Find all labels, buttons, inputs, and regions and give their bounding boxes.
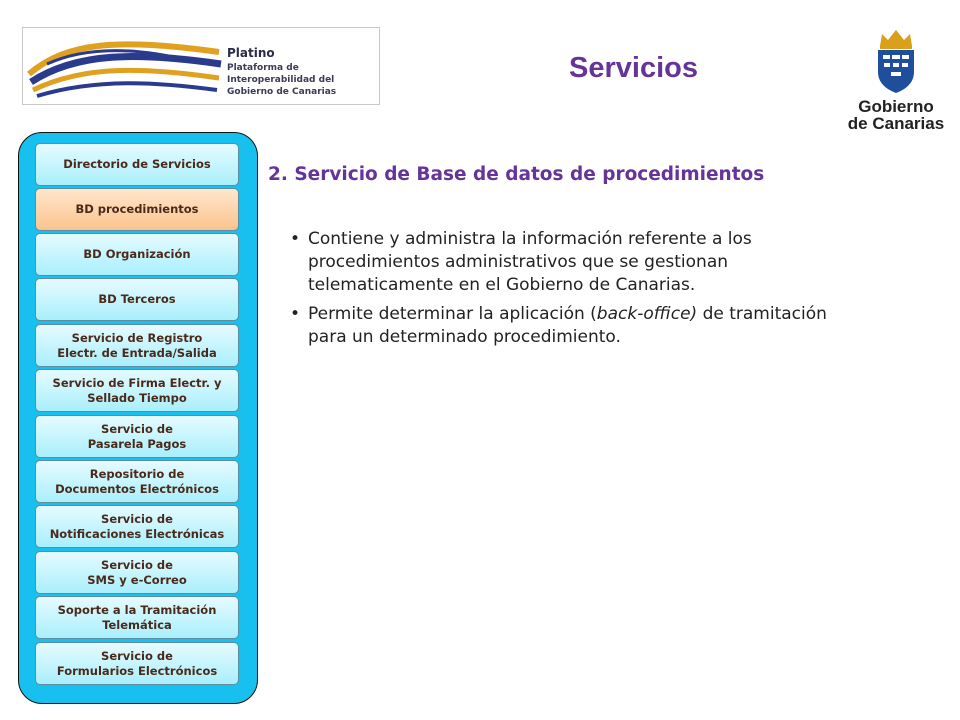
platino-name: Platino [227, 46, 275, 60]
sidebar-item-tramitacion[interactable]: Soporte a la Tramitación Telemática [35, 596, 239, 639]
gobierno-canarias-name [844, 98, 948, 132]
sidebar-item-bd-organizacion[interactable]: BD Organización [35, 233, 239, 276]
page-title: Servicios [569, 52, 698, 84]
platino-tagline-line2: Gobierno de Canarias [227, 87, 337, 97]
platino-logo [22, 27, 380, 105]
bullet-item [290, 228, 860, 297]
content-bullet-list [290, 228, 860, 355]
services-sidebar [18, 132, 258, 704]
platino-tagline-line1: Plataforma de Interoperabilidad del [227, 63, 335, 85]
sidebar-item-notificaciones[interactable]: Servicio de Notificaciones Electrónicas [35, 505, 239, 548]
bullet-text: Contiene y administra la información referente a los procedimientos administrativos que se gestionan telematicamente en el Gobierno de Canarias. [308, 229, 752, 295]
sidebar-item-sms-correo[interactable]: Servicio de SMS y e-Correo [35, 551, 239, 594]
sidebar-item-pasarela-pagos[interactable]: Servicio de Pasarela Pagos [35, 415, 239, 458]
sidebar-item-repositorio[interactable]: Repositorio de Documentos Electrónicos [35, 460, 239, 503]
sidebar-item-directorio[interactable]: Directorio de Servicios [35, 143, 239, 186]
sidebar-item-bd-procedimientos[interactable]: BD procedimientos [35, 188, 239, 231]
bullet-item [290, 303, 860, 349]
sidebar-item-formularios[interactable]: Servicio de Formularios Electrónicos [35, 642, 239, 685]
sidebar-item-bd-terceros[interactable]: BD Terceros [35, 278, 239, 321]
gobierno-line2: de Canarias [847, 114, 945, 133]
gobierno-canarias-logo [844, 28, 948, 136]
platino-swoosh-icon [27, 34, 223, 100]
bullet-text-italic: back-office) [596, 304, 698, 324]
gobierno-line1: Gobierno [858, 97, 934, 116]
bullet-text-after: de tramitación para un determinado procedimiento. [308, 304, 827, 347]
bullet-text-before: Permite determinar la aplicación ( [308, 304, 597, 324]
section-heading: 2. Servicio de Base de datos de procedimientos [268, 164, 765, 185]
platino-tagline [227, 62, 377, 98]
sidebar-item-registro[interactable]: Servicio de Registro Electr. de Entrada/Salida [35, 324, 239, 367]
bullet-glyph: • [290, 304, 301, 324]
coat-of-arms-icon [874, 28, 918, 94]
sidebar-item-firma[interactable]: Servicio de Firma Electr. y Sellado Tiempo [35, 369, 239, 412]
bullet-glyph: • [290, 229, 301, 249]
